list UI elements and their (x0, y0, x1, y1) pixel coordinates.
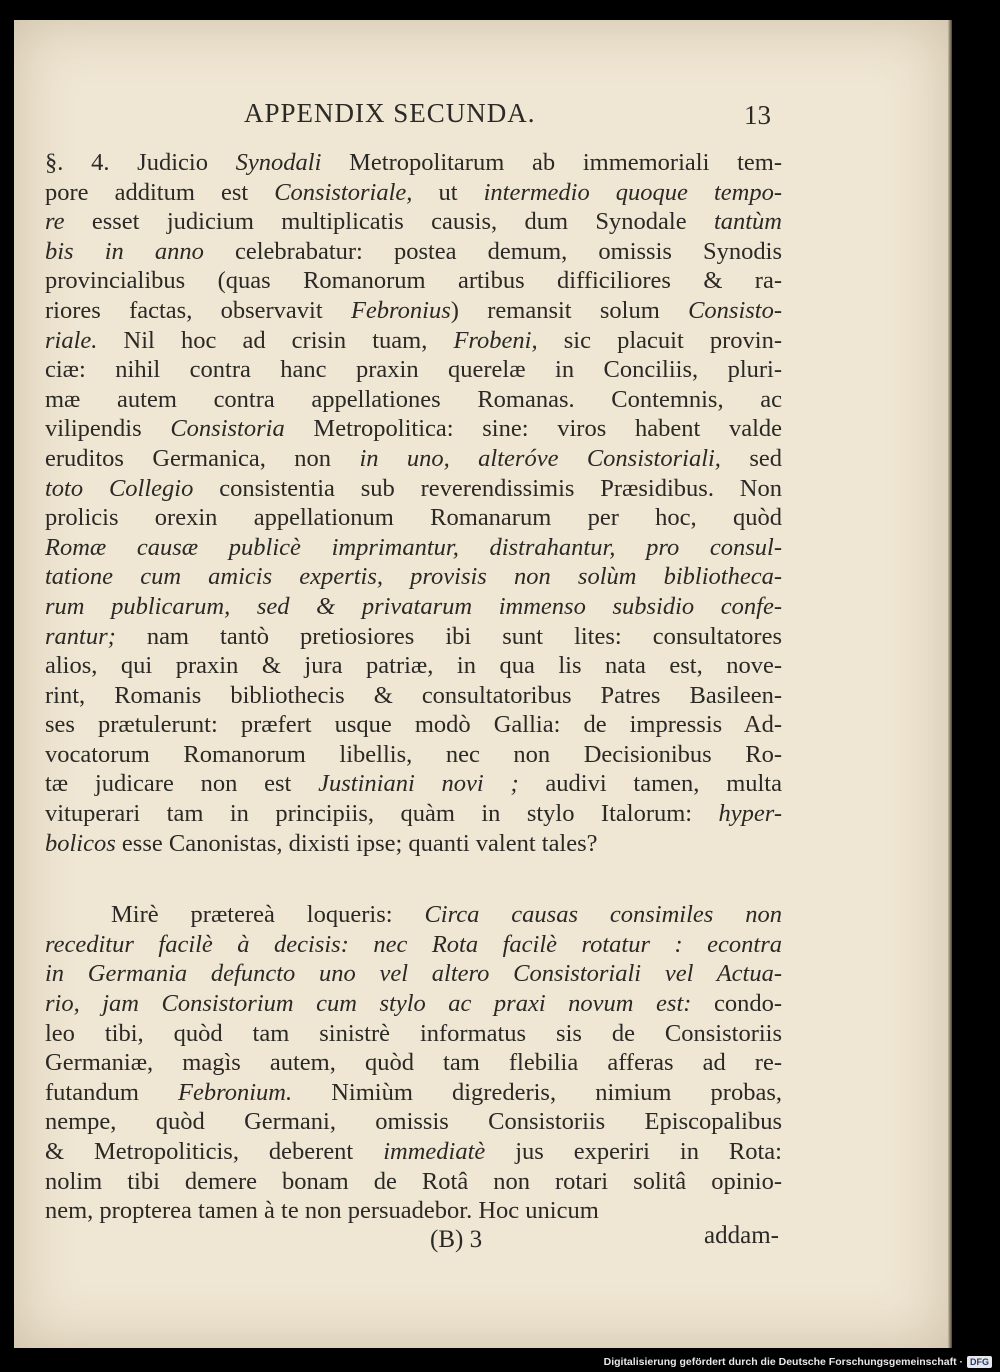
roman-text: esset judicium multiplicatis causis, dum Synodale (64, 208, 714, 236)
italic-text: tatione cum amicis expertis, provisis non solùm bibliotheca- (45, 563, 782, 591)
roman-text: pore additum est (45, 178, 275, 206)
italic-text: hyper- (718, 800, 782, 828)
roman-text: Germaniæ, magìs autem, quòd tam flebilia afferas ad re- (45, 1049, 782, 1077)
italic-text: tantùm (713, 208, 782, 236)
roman-text: riores factas, observavit (45, 296, 351, 324)
text-line (45, 930, 782, 960)
roman-text: Metropolitica: sine: viros habent valde (284, 415, 782, 443)
italic-text: Consistoriale, (274, 178, 413, 206)
roman-text: ut (412, 178, 484, 206)
roman-text: & Metropoliticis, deberent (45, 1138, 384, 1165)
roman-text: esse Canonistas, dixisti ipse; quanti valent tales? (115, 829, 598, 857)
roman-text: audivi tamen, multa (518, 770, 782, 798)
italic-text: in uno, alteróve Consistoriali, (359, 444, 721, 472)
roman-text: sed (720, 444, 782, 472)
text-line (45, 1107, 782, 1137)
text-line (45, 207, 782, 237)
text-line (45, 178, 782, 208)
text-line (45, 989, 782, 1019)
roman-text: eruditos Germanica, non (45, 444, 360, 472)
italic-text: Febronium. (178, 1078, 293, 1106)
roman-text: nolim tibi demere bonam de Rotâ non rotari solitâ opinio- (45, 1167, 782, 1195)
italic-text: rum publicarum, sed & privatarum immenso subsidio confe- (45, 592, 782, 620)
italic-text: Romæ causæ publicè imprimantur, distrahantur, pro consul- (45, 533, 782, 561)
text-line (45, 414, 782, 444)
roman-text: provincialibus (quas Romanorum artibus difficiliores & ra- (45, 267, 782, 295)
text-line (45, 355, 782, 385)
text-line (45, 959, 782, 989)
roman-text: celebrabatur: postea demum, omissis Synodis (203, 237, 782, 265)
italic-text: Circa causas consimiles non (424, 901, 782, 929)
italic-text: immediatè (383, 1138, 486, 1165)
digitization-credit (604, 1356, 992, 1368)
italic-text: receditur facilè à decisis: nec Rota facilè rotatur : econtra (45, 930, 782, 958)
catchword: addam- (704, 1222, 779, 1249)
paragraph (45, 148, 782, 858)
text-line (45, 592, 782, 622)
text-line (45, 622, 782, 652)
italic-text: Consistoria (170, 415, 285, 443)
italic-text: Synodali (235, 149, 322, 176)
page-header (44, 86, 949, 150)
text-line (45, 237, 782, 267)
roman-text: §. 4. Judicio (45, 149, 236, 176)
roman-text: nam tantò pretiosiores ibi sunt lites: consultatores (115, 622, 782, 650)
italic-text: rantur; (45, 622, 116, 650)
roman-text: mæ autem contra appellationes Romanas. Contemnis, ac (45, 385, 782, 413)
italic-text: intermedio quoque tempo- (483, 178, 782, 206)
roman-text: rint, Romanis bibliothecis & consultatoribus Patres Basileen- (45, 681, 782, 709)
text-line (45, 799, 782, 829)
roman-text: alios, qui praxin & jura patriæ, in qua lis nata est, nove- (45, 652, 782, 680)
roman-text: futandum (45, 1078, 179, 1106)
text-line (45, 740, 782, 770)
page-edge (948, 20, 952, 1348)
text-line (45, 1048, 782, 1078)
text-line (45, 1137, 782, 1167)
roman-text: prolicis orexin appellationum Romanarum per hoc, quòd (45, 504, 782, 532)
body-text (45, 148, 782, 1226)
text-line (45, 1167, 782, 1197)
text-line (45, 651, 782, 681)
italic-text: riale. (45, 326, 98, 354)
text-line (45, 503, 782, 533)
text-line (45, 1196, 782, 1226)
text-line (45, 444, 782, 474)
italic-text: Frobeni, (453, 326, 538, 354)
text-line (45, 533, 782, 563)
text-line (45, 562, 782, 592)
text-line (45, 296, 782, 326)
italic-text: Consisto- (688, 296, 783, 324)
text-line (45, 769, 782, 799)
signature-mark: (B) 3 (430, 1226, 483, 1253)
italic-text: in Germania defuncto uno vel altero Consistoriali vel Actua- (45, 960, 782, 988)
italic-text: re (45, 208, 65, 236)
roman-text: Nimiùm digrederis, nimium probas, (292, 1078, 782, 1106)
roman-text: vocatorum Romanorum libellis, nec non Decisionibus Ro- (45, 740, 782, 768)
text-line (45, 385, 782, 415)
text-line (45, 326, 782, 356)
paragraph-gap (45, 858, 782, 900)
text-line (45, 148, 782, 178)
text-line (45, 710, 782, 740)
text-line (45, 681, 782, 711)
roman-text: Nil hoc ad crisin tuam, (97, 326, 454, 354)
roman-text: consistentia sub reverendissimis Præsidibus. Non (193, 474, 782, 502)
roman-text: leo tibi, quòd tam sinistrè informatus sis de Consistoriis (45, 1019, 782, 1047)
text-line (45, 266, 782, 296)
book-page (14, 20, 948, 1348)
italic-text: Justiniani novi ; (318, 770, 519, 798)
text-line (45, 1019, 782, 1049)
roman-text: Metropolitarum ab immemoriali tem- (321, 149, 782, 176)
roman-text: Mirè prætereà loqueris: (111, 901, 425, 929)
roman-text: ses prætulerunt: præfert usque modò Gallia: de impressis Ad- (45, 711, 782, 739)
roman-text: jus experiri in Rota: (485, 1138, 782, 1165)
text-line (45, 900, 782, 930)
running-title: APPENDIX SECUNDA. (244, 98, 536, 128)
text-line (45, 829, 782, 859)
italic-text: bolicos (45, 829, 116, 857)
roman-text: vituperari tam in principiis, quàm in stylo Italorum: (45, 800, 719, 828)
italic-text: Febronius (350, 296, 451, 324)
dfg-logo-icon: DFG (967, 1356, 992, 1368)
roman-text: nempe, quòd Germani, omissis Consistoriis Episcopalibus (45, 1108, 782, 1136)
italic-text: bis in anno (45, 237, 204, 265)
italic-text: toto Collegio (45, 474, 194, 502)
roman-text: ciæ: nihil contra hanc praxin querelæ in Conciliis, pluri- (45, 356, 782, 384)
roman-text: vilipendis (45, 415, 171, 443)
roman-text: nem, propterea tamen à te non persuadebor. Hoc unicum (45, 1197, 599, 1225)
paragraph (45, 900, 782, 1226)
roman-text: sic placuit provin- (537, 326, 782, 354)
roman-text: tæ judicare non est (45, 770, 319, 798)
roman-text: ) remansit solum (450, 296, 689, 324)
credit-text: Digitalisierung gefördert durch die Deutsche Forschungsgemeinschaft · (603, 1356, 963, 1368)
roman-text: condo- (691, 990, 782, 1018)
page-number: 13 (744, 100, 771, 130)
text-line (45, 1078, 782, 1108)
text-line (45, 474, 782, 504)
italic-text: rio, jam Consistorium cum stylo ac praxi novum est: (45, 990, 692, 1018)
